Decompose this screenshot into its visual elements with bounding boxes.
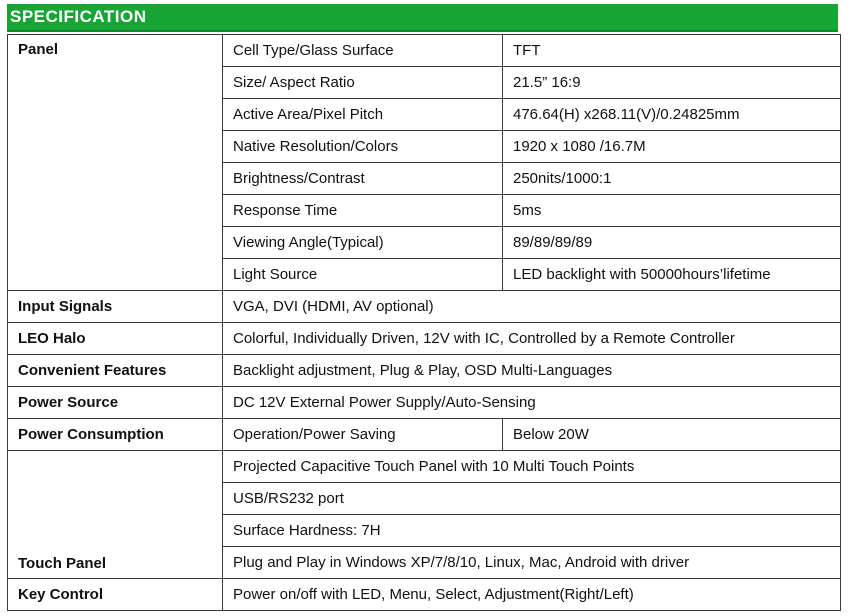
spec-value: Projected Capacitive Touch Panel with 10 Multi Touch Points (223, 451, 841, 483)
spec-value: Surface Hardness: 7H (223, 515, 841, 547)
category-convenient-features: Convenient Features (8, 355, 223, 387)
category-key-control: Key Control (8, 579, 223, 611)
category-input-signals: Input Signals (8, 291, 223, 323)
table-row (8, 387, 841, 419)
spec-name: Size/ Aspect Ratio (223, 67, 503, 99)
spec-value: 89/89/89/89 (503, 227, 841, 259)
category-leo-halo: LEO Halo (8, 323, 223, 355)
spec-name: Viewing Angle(Typical) (223, 227, 503, 259)
spec-name: Active Area/Pixel Pitch (223, 99, 503, 131)
spec-value: 250nits/1000:1 (503, 163, 841, 195)
section-title: SPECIFICATION (10, 7, 147, 26)
spec-value: TFT (503, 35, 841, 67)
spec-value: Backlight adjustment, Plug & Play, OSD Multi-Languages (223, 355, 841, 387)
spec-name: Response Time (223, 195, 503, 227)
spec-value: VGA, DVI (HDMI, AV optional) (223, 291, 841, 323)
spec-value: DC 12V External Power Supply/Auto-Sensing (223, 387, 841, 419)
table-row (8, 355, 841, 387)
spec-name: Cell Type/Glass Surface (223, 35, 503, 67)
category-power-consumption: Power Consumption (8, 419, 223, 451)
spec-value: USB/RS232 port (223, 483, 841, 515)
table-row (8, 35, 841, 67)
spec-value: 1920 x 1080 /16.7M (503, 131, 841, 163)
spec-value: 21.5” 16:9 (503, 67, 841, 99)
spec-value: Below 20W (503, 419, 841, 451)
table-row (8, 291, 841, 323)
table-row (8, 451, 841, 483)
spec-name: Light Source (223, 259, 503, 291)
table-row (8, 323, 841, 355)
spec-value: 476.64(H) x268.11(V)/0.24825mm (503, 99, 841, 131)
spec-value: 5ms (503, 195, 841, 227)
spec-value: LED backlight with 50000hours’lifetime (503, 259, 841, 291)
category-power-source: Power Source (8, 387, 223, 419)
spec-value: Colorful, Individually Driven, 12V with IC, Controlled by a Remote Controller (223, 323, 841, 355)
table-row (8, 579, 841, 611)
section-header (7, 4, 838, 32)
spec-table (7, 34, 841, 611)
category-panel: Panel (8, 35, 223, 291)
spec-value: Plug and Play in Windows XP/7/8/10, Linux, Mac, Android with driver (223, 547, 841, 579)
spec-name: Native Resolution/Colors (223, 131, 503, 163)
spec-name: Operation/Power Saving (223, 419, 503, 451)
table-row (8, 419, 841, 451)
spec-value: Power on/off with LED, Menu, Select, Adjustment(Right/Left) (223, 579, 841, 611)
category-touch-panel: Touch Panel (8, 451, 223, 579)
spec-name: Brightness/Contrast (223, 163, 503, 195)
